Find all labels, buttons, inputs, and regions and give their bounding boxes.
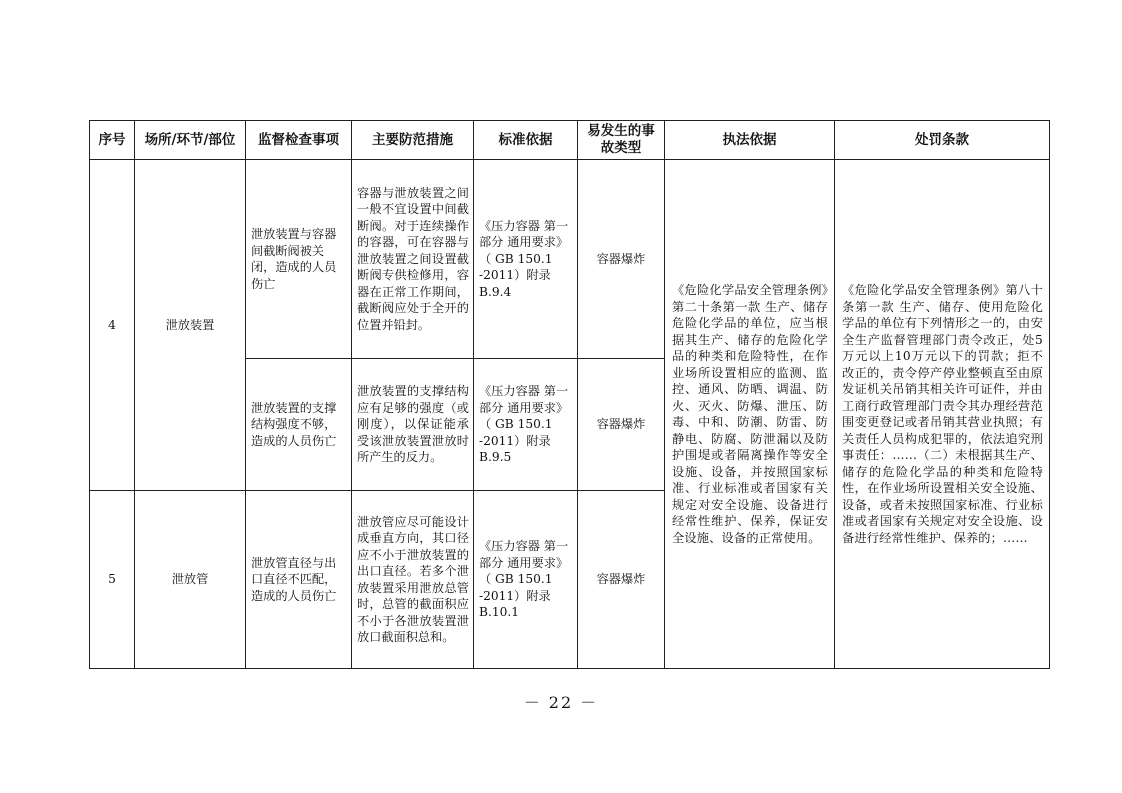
header-accident: 易发生的事故类型 <box>578 121 665 160</box>
regulation-table-container <box>89 120 1049 666</box>
row-number: 4 <box>90 160 135 491</box>
header-standard: 标准依据 <box>474 121 578 160</box>
header-measures: 主要防范措施 <box>352 121 474 160</box>
row-location: 泄放管 <box>135 491 246 669</box>
standard-basis: 《压力容器 第一部分 通用要求》（ GB 150.1 -2011）附录 B.10.1 <box>474 491 578 669</box>
header-penalty: 处罚条款 <box>835 121 1050 160</box>
header-no: 序号 <box>90 121 135 160</box>
table-row <box>90 160 1050 359</box>
standard-basis: 《压力容器 第一部分 通用要求》（ GB 150.1 -2011）附录 B.9.4 <box>474 160 578 359</box>
table-header-row <box>90 121 1050 160</box>
accident-type: 容器爆炸 <box>578 160 665 359</box>
law-basis: 《危险化学品安全管理条例》第二十条第一款 生产、储存危险化学品的单位，应当根据其生产、储存的危险化学品的种类和危险特性，在作业场所设置相应的监测、监控、通风、防晒、调温、防火、灭火、防爆、泄压、防毒、中和、防潮、防雷、防静电、防腐、防泄漏以及防护围堤或者隔离操作等安全设施、设备，并按照国家标准、行业标准或者国家有关规定对安全设施、设备进行经常性维护、保养，保证安全设施、设备的正常使用。 <box>665 160 835 669</box>
row-number: 5 <box>90 491 135 669</box>
inspection-item: 泄放管直径与出口直径不匹配，造成的人员伤亡 <box>246 491 352 669</box>
row-location: 泄放装置 <box>135 160 246 491</box>
accident-type: 容器爆炸 <box>578 491 665 669</box>
prevention-measures: 泄放装置的支撑结构应有足够的强度（或刚度），以保证能承受该泄放装置泄放时所产生的反力。 <box>352 359 474 491</box>
prevention-measures: 容器与泄放装置之间一般不宜设置中间截断阀。对于连续操作的容器，可在容器与泄放装置之间设置截断阀专供检修用，容器在正常工作期间，截断阀应处于全开的位置并铅封。 <box>352 160 474 359</box>
inspection-item: 泄放装置的支撑结构强度不够，造成的人员伤亡 <box>246 359 352 491</box>
header-inspection: 监督检查事项 <box>246 121 352 160</box>
regulation-table <box>89 120 1050 669</box>
header-law-basis: 执法依据 <box>665 121 835 160</box>
inspection-item: 泄放装置与容器间截断阀被关闭，造成的人员伤亡 <box>246 160 352 359</box>
page-number: － 22 － <box>523 693 599 712</box>
standard-basis: 《压力容器 第一部分 通用要求》（ GB 150.1 -2011）附录 B.9.5 <box>474 359 578 491</box>
prevention-measures: 泄放管应尽可能设计成垂直方向，其口径应不小于泄放装置的出口直径。若多个泄放装置采用泄放总管时，总管的截面积应不小于各泄放装置泄放口截面积总和。 <box>352 491 474 669</box>
penalty-clause: 《危险化学品安全管理条例》第八十条第一款 生产、储存、使用危险化学品的单位有下列情形之一的，由安全生产监督管理部门责令改正，处5万元以上10万元以下的罚款；拒不改正的，责令停产停业整顿直至由原发证机关吊销其相关许可证件，并由工商行政管理部门责令其办理经营范围变更登记或者吊销其营业执照；有关责任人员构成犯罪的，依法追究刑事责任：……（二）未根据其生产、储存的危险化学品的种类和危险特性，在作业场所设置相关安全设施、设备，或者未按照国家标准、行业标准或者国家有关规定对安全设施、设备进行经常性维护、保养的；…… <box>835 160 1050 669</box>
header-location: 场所/环节/部位 <box>135 121 246 160</box>
accident-type: 容器爆炸 <box>578 359 665 491</box>
